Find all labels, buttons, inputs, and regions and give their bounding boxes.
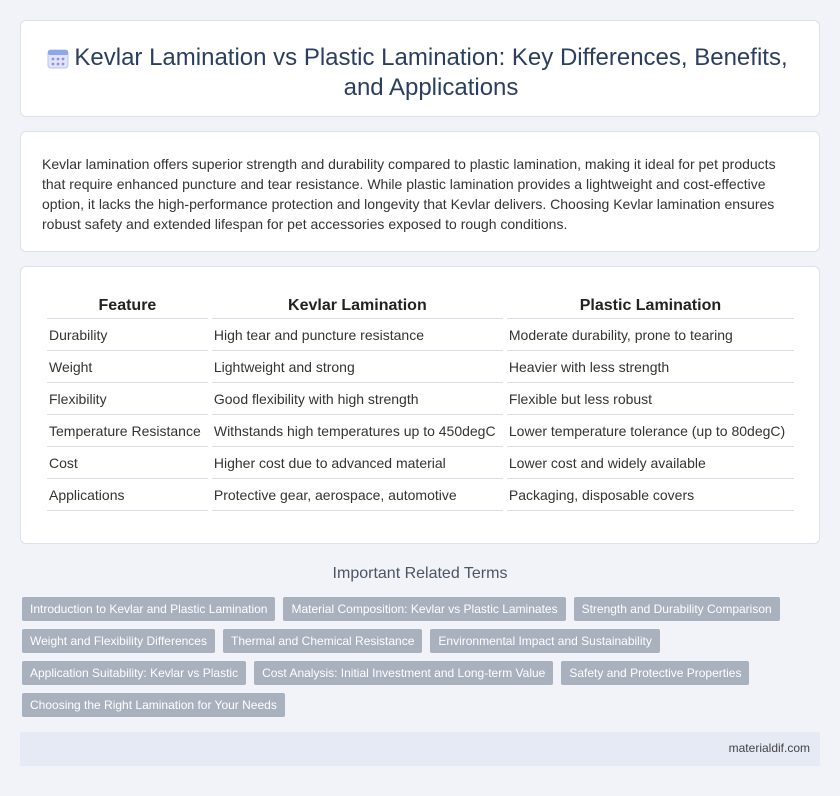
title-card [20,20,820,117]
plastic-cell: Packaging, disposable covers [507,479,794,511]
kevlar-cell: Good flexibility with high strength [212,383,503,415]
table-row [47,415,794,447]
related-term-tag[interactable]: Material Composition: Kevlar vs Plastic Laminates [283,597,565,621]
table-row [47,479,794,511]
feature-cell: Cost [47,447,208,479]
related-term-tag[interactable]: Application Suitability: Kevlar vs Plastic [22,661,246,685]
feature-cell: Applications [47,479,208,511]
related-term-tag[interactable]: Strength and Durability Comparison [574,597,780,621]
feature-cell: Durability [47,319,208,351]
plastic-cell: Lower temperature tolerance (up to 80degC) [507,415,794,447]
kevlar-cell: High tear and puncture resistance [212,319,503,351]
kevlar-cell: Lightweight and strong [212,351,503,383]
table-header-row [47,293,794,319]
related-terms-list [22,597,812,717]
related-terms-heading: Important Related Terms [332,565,508,582]
intro-card [20,131,820,252]
related-term-tag[interactable]: Thermal and Chemical Resistance [223,629,422,653]
related-term-tag[interactable]: Environmental Impact and Sustainability [430,629,659,653]
header-kevlar: Kevlar Lamination [212,293,503,319]
table-row [47,383,794,415]
comparison-card [20,266,820,544]
page-title: Kevlar Lamination vs Plastic Lamination: Key Differences, Benefits, and Applications [74,44,788,101]
kevlar-cell: Higher cost due to advanced material [212,447,503,479]
related-term-tag[interactable]: Cost Analysis: Initial Investment and Long-term Value [254,661,553,685]
footer [20,732,820,766]
related-term-tag[interactable]: Choosing the Right Lamination for Your Needs [22,693,285,717]
intro-paragraph: Kevlar lamination offers superior strength and durability compared to plastic lamination, making it ideal for pet products that require enhanced puncture and tear resistance. While plastic lamination provides a lightweight and cost-effective option, it lacks the high-performance protection and longevity that Kevlar delivers. Choosing Kevlar lamination ensures robust safety and extended lifespan for pet accessories exposed to rough conditions. [42,156,776,232]
kevlar-cell: Protective gear, aerospace, automotive [212,479,503,511]
table-row [47,447,794,479]
related-term-tag[interactable]: Safety and Protective Properties [561,661,749,685]
plastic-cell: Flexible but less robust [507,383,794,415]
related-term-tag[interactable]: Weight and Flexibility Differences [22,629,215,653]
plastic-cell: Moderate durability, prone to tearing [507,319,794,351]
feature-cell: Flexibility [47,383,208,415]
table-row [47,351,794,383]
plastic-cell: Heavier with less strength [507,351,794,383]
comparison-table [43,293,798,511]
plastic-cell: Lower cost and widely available [507,447,794,479]
feature-cell: Temperature Resistance [47,415,208,447]
feature-cell: Weight [47,351,208,383]
kevlar-cell: Withstands high temperatures up to 450degC [212,415,503,447]
table-row [47,319,794,351]
header-feature: Feature [47,293,208,319]
header-plastic: Plastic Lamination [507,293,794,319]
related-term-tag[interactable]: Introduction to Kevlar and Plastic Lamination [22,597,275,621]
footer-site-link[interactable]: materialdif.com [728,741,810,755]
